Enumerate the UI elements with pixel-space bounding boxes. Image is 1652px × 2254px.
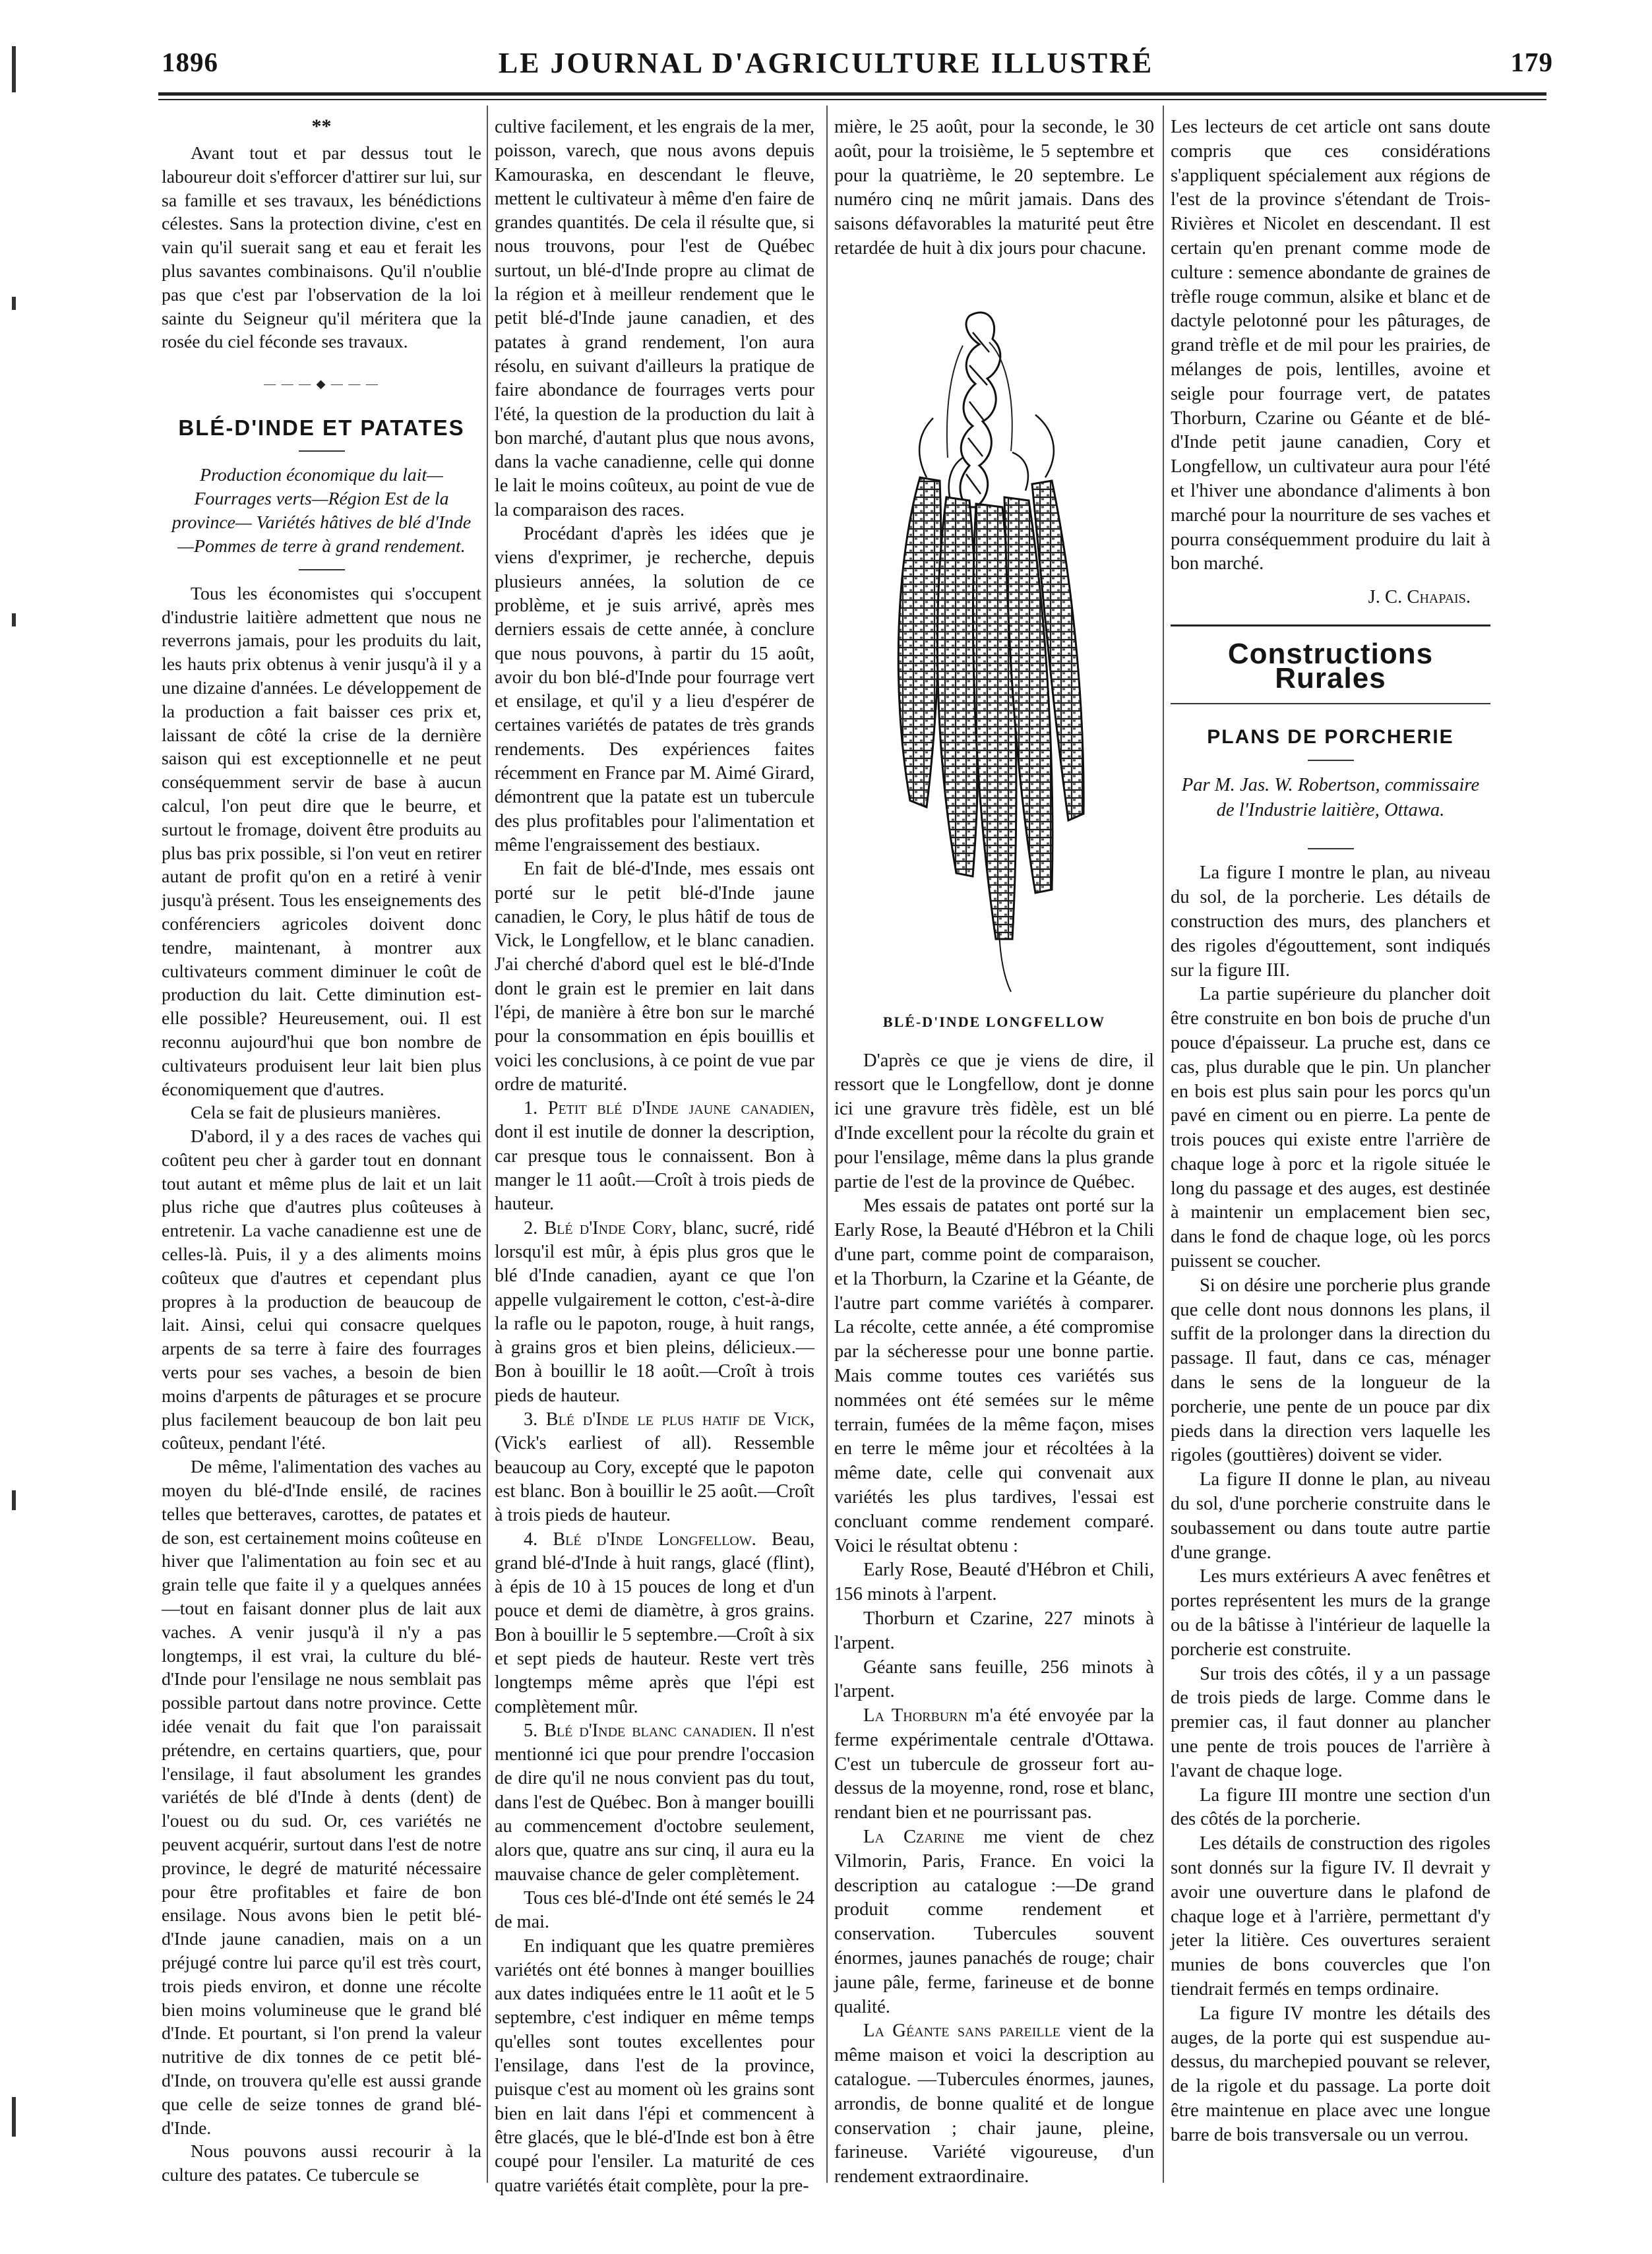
- variety-entry: [495, 1408, 814, 1527]
- variety-name: La Thorburn: [863, 1705, 968, 1726]
- column-separator: [1163, 106, 1164, 2183]
- variety-text: m'a été envoyée par la ferme expérimentale centrale d'Ottawa. C'est un tubercule de grosseur fort au-dessus de la moyenne, rond, rose et blanc, rendant bien et ne pourrissant pas.: [834, 1705, 1154, 1823]
- paragraph: Nous pouvons aussi recourir à la culture des patates. Ce tubercule se: [162, 2141, 481, 2186]
- variety-text: Beau, grand blé-d'Inde à huit rangs, glacé (flint), à épis de 10 à 15 pouces de long et d'un pouce et demi de diamètre, à gros grains. Bon à bouillir le 5 septembre.—Croît à six et sept pieds de hauteur. Reste vert très longtemps même après que l'épi est complètement mûr.: [495, 1529, 814, 1717]
- paragraph: D'après ce que je viens de dire, il ressort que le Longfellow, dont je donne ici une gravure très fidèle, est un blé d'Inde excellent pour la récolte du grain et pour l'ensilage, même dans la plus grande partie de l'est de la province de Québec.: [834, 1050, 1154, 1192]
- paragraph: Tous ces blé-d'Inde ont été semés le 24 de mai.: [495, 1887, 814, 1933]
- title-rule: [299, 450, 345, 452]
- title-rule: [1308, 848, 1354, 849]
- result-line: Early Rose, Beauté d'Hébron et Chili, 156 minots à l'arpent.: [834, 1560, 1154, 1605]
- variety-entry: [495, 1217, 814, 1408]
- variety-name: 1. Petit blé d'Inde jaune canadien,: [524, 1098, 814, 1119]
- author-signature: J. C. Chapais.: [1368, 587, 1471, 608]
- journal-title: LE JOURNAL D'AGRICULTURE ILLUSTRÉ: [498, 47, 1154, 79]
- article-title: PLANS DE PORCHERIE: [1207, 725, 1454, 748]
- byline: Par M. Jas. W. Robertson, commissaire de l'Industrie laitière, Ottawa.: [1181, 775, 1480, 821]
- asterism: **: [311, 115, 332, 137]
- paragraph: De même, l'alimentation des vaches au moyen du blé-d'Inde ensilé, de racines telles que betteraves, carottes, de patates et de son, est certainement moins coûteuse en hiver que l'alimentation au foin sec et au grain telle que faite il y a quelques années—tout en faisant donner plus de lait aux vaches. A venir jusqu'à il n'y a pas longtemps, il est vrai, la culture du blé-d'Inde pour l'ensilage ne nous semblait pas possible partout dans notre province. Cette idée venait du fait que l'on paraissait prétendre, en certains quartiers, que, pour l'ensilage, il faut absolument les grandes variétés de blé d'Inde à dents (dent) de l'ouest ou du sud. Or, ces variétés ne peuvent acquérir, surtout dans l'est de notre province, le degré de maturité nécessaire pour être profitables et faire de bon ensilage. Nous avons bien le petit blé-d'Inde jaune canadien, mais on a un préjugé contre lui parce qu'il est très court, trois pieds environ, et donne une récolte bien moins volumineuse que le grand blé d'Inde. Et pourtant, si l'on prend la valeur nutritive de dix tonnes de ce petit blé-d'Inde, on trouvera qu'elle est aussi grande que celle de seize tonnes de grand blé-d'Inde.: [162, 1457, 481, 2139]
- paragraph: Les lecteurs de cet article ont sans doute compris que ces considérations s'appliquent spécialement aux régions de l'est de la province s'étendant de Trois-Rivières et Nicolet en descendant. Il est certain qu'en prenant comme mode de culture : semence abondante de graines de trèfle rouge commun, alsike et blanc et de dactyle pelotonné pour les pâturages, de grand trèfle et de mil pour les prairies, de mélanges de pois, lentilles, avoine et seigle pour fourrage vert, de patates Thorburn, Czarine ou Géante et de blé-d'Inde petit jaune canadien, Cory et Longfellow, un cultivateur aura pour l'été et l'hiver une abondance d'aliments à bon marché pour la nourriture de ses vaches et pourra conséquemment produire du lait à bon marché.: [1171, 117, 1490, 574]
- variety-entry: [495, 1097, 814, 1216]
- paragraph: La figure IV montre les détails des auges, de la porte qui est suspendue au-dessus, du marchepied pouvant se relever, de la rigole et du passage. La porte doit être maintenue en place avec une longue barre de bois transversale ou un verrou.: [1171, 2003, 1490, 2145]
- variety-text: vient de la même maison et voici la description au catalogue. —Tubercules énormes, jaunes, arrondis, de bonne qualité et de longue conservation ; chair jaune, pleine, farineuse. Variété vigoureuse, d'un rendement extraordinaire.: [834, 2021, 1154, 2187]
- column-2: [495, 115, 814, 2198]
- variety-text: dont il est inutile de donner la description, car presque tous le connaissent. Bon à manger le 11 août.—Croît à trois pieds de hauteur.: [495, 1122, 814, 1215]
- column-3: [834, 115, 1154, 2189]
- header-year: 1896: [162, 47, 218, 77]
- paragraph: La figure II donne le plan, au niveau du sol, d'une porcherie construite dans le soubassement ou dans toute autre partie d'une grange.: [1171, 1469, 1490, 1563]
- margin-mark: [12, 1490, 16, 1510]
- paragraph: Tous les économistes qui s'occupent d'industrie laitière admettent que nous ne reverrons jamais, pour les produits du lait, les hauts prix obtenus à venir jusqu'à il y a une dizaine d'années. Le développement de la production a fait baisser ces prix et, laissant de côté la crise de la dernière saison qui est exceptionnelle et ne peut conséquemment servir de base à aucun calcul, l'on peut dire que le beurre, et surtout le fromage, doivent être produits au plus bas prix possible, si l'on veut en retirer autant de profit qu'on en a retiré à venir jusqu'à présent. Tous les enseignements des conférenciers agricoles doivent donc tendre, maintenant, à montrer aux cultivateurs comment diminuer le coût de production du lait. Cette diminution est-elle possible? Heureusement, oui. Il est reconnu aujourd'hui que bon nombre de cultivateurs produisent leur lait bien plus économiquement que d'autres.: [162, 583, 481, 1100]
- paragraph: En indiquant que les quatre premières variétés ont été bonnes à manger bouillies aux dates indiquées entre le 11 août et le 5 septembre, c'est indiquer en même temps qu'elles sont toutes excellentes pour l'ensilage, dans l'est de la province, puisque c'est au moment où les grains sont bien en lait dans l'épi et commencent à être glacés, que le blé-d'Inde est bon à être coupé pour l'ensiler. La maturité de ces quatre variétés était complète, pour la pre-: [495, 1935, 814, 2196]
- paragraph: Sur trois des côtés, il y a un passage de trois pieds de large. Comme dans le premier cas, il faut donner au plancher une pente de trois pouces de l'arrière à l'avant de chaque loge.: [1171, 1663, 1490, 1781]
- paragraph: D'abord, il y a des races de vaches qui coûtent peu cher à garder tout en donnant tout autant et même plus de lait et un lait plus riche que d'autres plus coûteuses à entretenir. La vache canadienne est une de celles-là. Puis, il y a des aliments moins coûteux que d'autres et cependant plus propres à la production de beaucoup de lait. Ainsi, celui qui consacre quelques arpents de sa terre à faire des fourrages verts pour ses vaches, a besoin de bien moins d'arpents de pâturages et se procure plus facilement beaucoup de bon lait peu coûteux, pendant l'été.: [162, 1126, 481, 1454]
- page-number: 179: [1510, 47, 1553, 77]
- variety-text: (Vick's earliest of all). Ressemble beaucoup au Cory, excepté que le papoton est blanc. Bon à bouillir le 25 août.—Croît à trois pieds de hauteur.: [495, 1433, 814, 1526]
- margin-mark: [12, 613, 16, 626]
- paragraph: La partie supérieure du plancher doit être construite en bon bois de pruche d'un pouce d'épaisseur. La pruche est, dans ce cas, plus durable que le pin. Un plancher en bois est plus sain pour les porcs qu'un pavé en ciment ou en pierre. La pente de trois pouces qui existe entre l'arrière de chaque loge à porc et la rigole située le long du passage et des auges, est destinée à maintenir un emplacement bien sec, dans le fond de chaque loge, où les porcs puissent se coucher.: [1171, 984, 1490, 1272]
- column-1: [162, 115, 481, 2187]
- section-rule: [1171, 624, 1490, 626]
- variety-name: La Géante sans pareille: [863, 2021, 1061, 2042]
- paragraph: mière, le 25 août, pour la seconde, le 30 août, pour la troisième, le 5 septembre et pour la quatrième, le 20 septembre. Le numéro cinq ne mûrit jamais. Dans des saisons défavorables la maturité peut être retardée de huit à dix jours pour chacune.: [834, 117, 1154, 259]
- column-separator: [487, 106, 488, 2183]
- paragraph: Les murs extérieurs A avec fenêtres et portes représentent les murs de la grange ou de la bâtisse à l'intérieur de laquelle la porcherie est construite.: [1171, 1566, 1490, 1660]
- section-heading: Constructions Rurales: [1227, 637, 1434, 694]
- variety-entry: [495, 1719, 814, 1887]
- margin-mark: [12, 297, 16, 310]
- variety-entry: [834, 1704, 1154, 1825]
- variety-text: Il n'est mentionné ici que pour prendre l'occasion de dire qu'il ne nous convient pas du tout, dans l'est de Québec. Bon à manger bouilli au commencement d'octobre seulement, alors que, quatre ans sur cinq, il aura eu la mauvaise chance de geler complètement.: [495, 1720, 815, 1885]
- paragraph: Cela se fait de plusieurs manières.: [191, 1103, 441, 1124]
- paragraph: En fait de blé-d'Inde, mes essais ont porté sur le petit blé-d'Inde jaune canadien, le Cory, le plus hâtif de tous de Vick, le Longfellow, et le blanc canadien. J'ai cherché d'abord quel est le blé-d'Inde dont le grain est le premier en lait dans l'épi, de manière à être bon sur le marché pour la consommation en épis bouillis et voici les conclusions, à ce point de vue par ordre de maturité.: [495, 859, 814, 1095]
- result-line: Géante sans feuille, 256 minots à l'arpent.: [834, 1657, 1154, 1702]
- column-separator: [826, 106, 828, 2183]
- variety-name: 4. Blé d'Inde Longfellow.: [524, 1529, 756, 1550]
- column-4: [1171, 115, 1490, 2148]
- paragraph: La figure I montre le plan, au niveau du sol, de la porcherie. Les détails de construction des murs, des planchers et des rigoles d'égouttement, sont indiqués sur la figure III.: [1171, 863, 1490, 981]
- article-subtitle: Production économique du lait—Fourrages verts—Région Est de la province— Variétés hâtives de blé d'Inde —Pommes de terre à grand rendement.: [171, 464, 472, 557]
- paragraph: Si on désire une porcherie plus grande que celle dont nous donnons les plans, il suffit de la prolonger dans la direction du passage. Il faut, dans ce cas, ménager dans le sens de la longueur de la porcherie, une pente de un pouce par dix pieds dans la direction vers laquelle les rigoles (gouttières) doivent se vider.: [1171, 1275, 1490, 1466]
- corn-engraving: [834, 280, 1154, 1005]
- paragraph: Mes essais de patates ont porté sur la Early Rose, la Beauté d'Hébron et la Chili d'une part, comme point de comparaison, et la Thorburn, la Czarine et la Géante, de l'autre part comme variétés à comparer. La récolte, cette année, a été compromise par la sécheresse pour une bonne partie. Mais comme toutes ces variétés sus nommées ont été semées sur le même terrain, fumées de la même façon, mises en terre le même jour et récoltées à la même date, celle qui convenait aux variétés les plus tardives, l'essai est concluant comme rendement comparé. Voici le résultat obtenu :: [834, 1196, 1154, 1556]
- variety-name: 2. Blé d'Inde Cory,: [524, 1217, 677, 1238]
- paragraph: La figure III montre une section d'un des côtés de la porcherie.: [1171, 1784, 1490, 1830]
- paragraph: Procédant d'après les idées que je viens d'exprimer, je recherche, depuis plusieurs années, la solution de ce problème, et je suis arrivé, après mes derniers essais de cette année, à conclure que nous pouvons, à partir du 15 août, avoir du bon blé-d'Inde pour fourrage vert et ensilage, et qu'il y a lieu d'espérer de certaines variétés de patates de très grands rendements. Des expériences faites récemment en France par M. Aimé Girard, démontrent que la patate est un tubercule des plus profitables pour l'alimentation et même l'engraissement des bestiaux.: [495, 524, 814, 855]
- ornament-divider: — — — ◆ — — —: [264, 377, 379, 391]
- intro-paragraph: Avant tout et par dessus tout le laboureur doit s'efforcer d'attirer sur lui, sur sa famille et ses travaux, les bénédictions célestes. Sans la protection divine, c'est en vain qu'il suerait sang et eau et ferait les plus savantes combinaisons. Qu'il n'oublie pas que c'est par l'observation de la loi sainte du Seigneur qu'il méritera que la rosée du ciel féconde ses travaux.: [162, 143, 481, 353]
- section-rule: [1171, 703, 1490, 704]
- variety-entry: [834, 2019, 1154, 2189]
- header-rule: [158, 92, 1546, 96]
- variety-text: me vient de chez Vilmorin, Paris, France. En voici la description au catalogue :—De grand produit comme rendement et conservation. Tubercules souvent énormes, jaunes panachés de rouge; chair jaune pâle, ferme, farineuse et de bonne qualité.: [834, 1827, 1155, 2017]
- article-title: BLÉ-D'INDE ET PATATES: [178, 415, 465, 440]
- paragraph: Les détails de construction des rigoles sont donnés sur la figure IV. Il devrait y avoir une ouverture dans le plafond de chaque loge et à l'arrière, permettant d'y jeter la litière. Ces ouvertures seraient munies de bons couvercles que l'on tiendrait fermés en temps ordinaire.: [1171, 1833, 1490, 1999]
- variety-text: blanc, sucré, ridé lorsqu'il est mûr, à épis plus gros que le blé d'Inde canadien, ayant ce que l'on appelle vulgairement le cotton, c'est-à-dire la rafle ou le papoton, rouge, à huit rangs, à grains gros et bien pleins, délicieux.—Bon à bouillir le 18 août.—Croît à trois pieds de hauteur.: [495, 1217, 814, 1406]
- result-line: Thorburn et Czarine, 227 minots à l'arpent.: [834, 1608, 1154, 1653]
- margin-mark: [12, 2097, 16, 2137]
- variety-name: 5. Blé d'Inde blanc canadien.: [524, 1720, 757, 1741]
- header-rule: [158, 99, 1546, 100]
- variety-entry: [495, 1528, 814, 1719]
- variety-name: 3. Blé d'Inde le plus hatif de Vick,: [524, 1409, 814, 1430]
- title-rule: [299, 569, 345, 570]
- paragraph: cultive facilement, et les engrais de la mer, poisson, varech, que nous avons depuis Kamouraska, en descendant le fleuve, mettent le cultivateur à même d'en faire de grandes quantités. De cela il résulte que, si nous trouvons, pour l'est de Québec surtout, un blé-d'Inde propre au climat de la région et à meilleur rendement que le petit blé-d'Inde jaune canadien, et des patates à grand rendement, l'on aura résolu, en suivant d'ailleurs la pratique de faire abondance de fourrages verts pour l'été, la question de la production du lait à bon marché, d'autant plus que nous avons, dans la vache canadienne, celle qui donne le lait le moins coûteux, au point de vue de la comparaison des races.: [495, 117, 814, 520]
- variety-entry: [834, 1825, 1154, 2019]
- title-rule: [1308, 760, 1354, 761]
- figure-caption: BLÉ-D'INDE LONGFELLOW: [882, 1013, 1106, 1030]
- variety-name: La Czarine: [863, 1827, 965, 1848]
- corn-ears-illustration: [834, 280, 1154, 1005]
